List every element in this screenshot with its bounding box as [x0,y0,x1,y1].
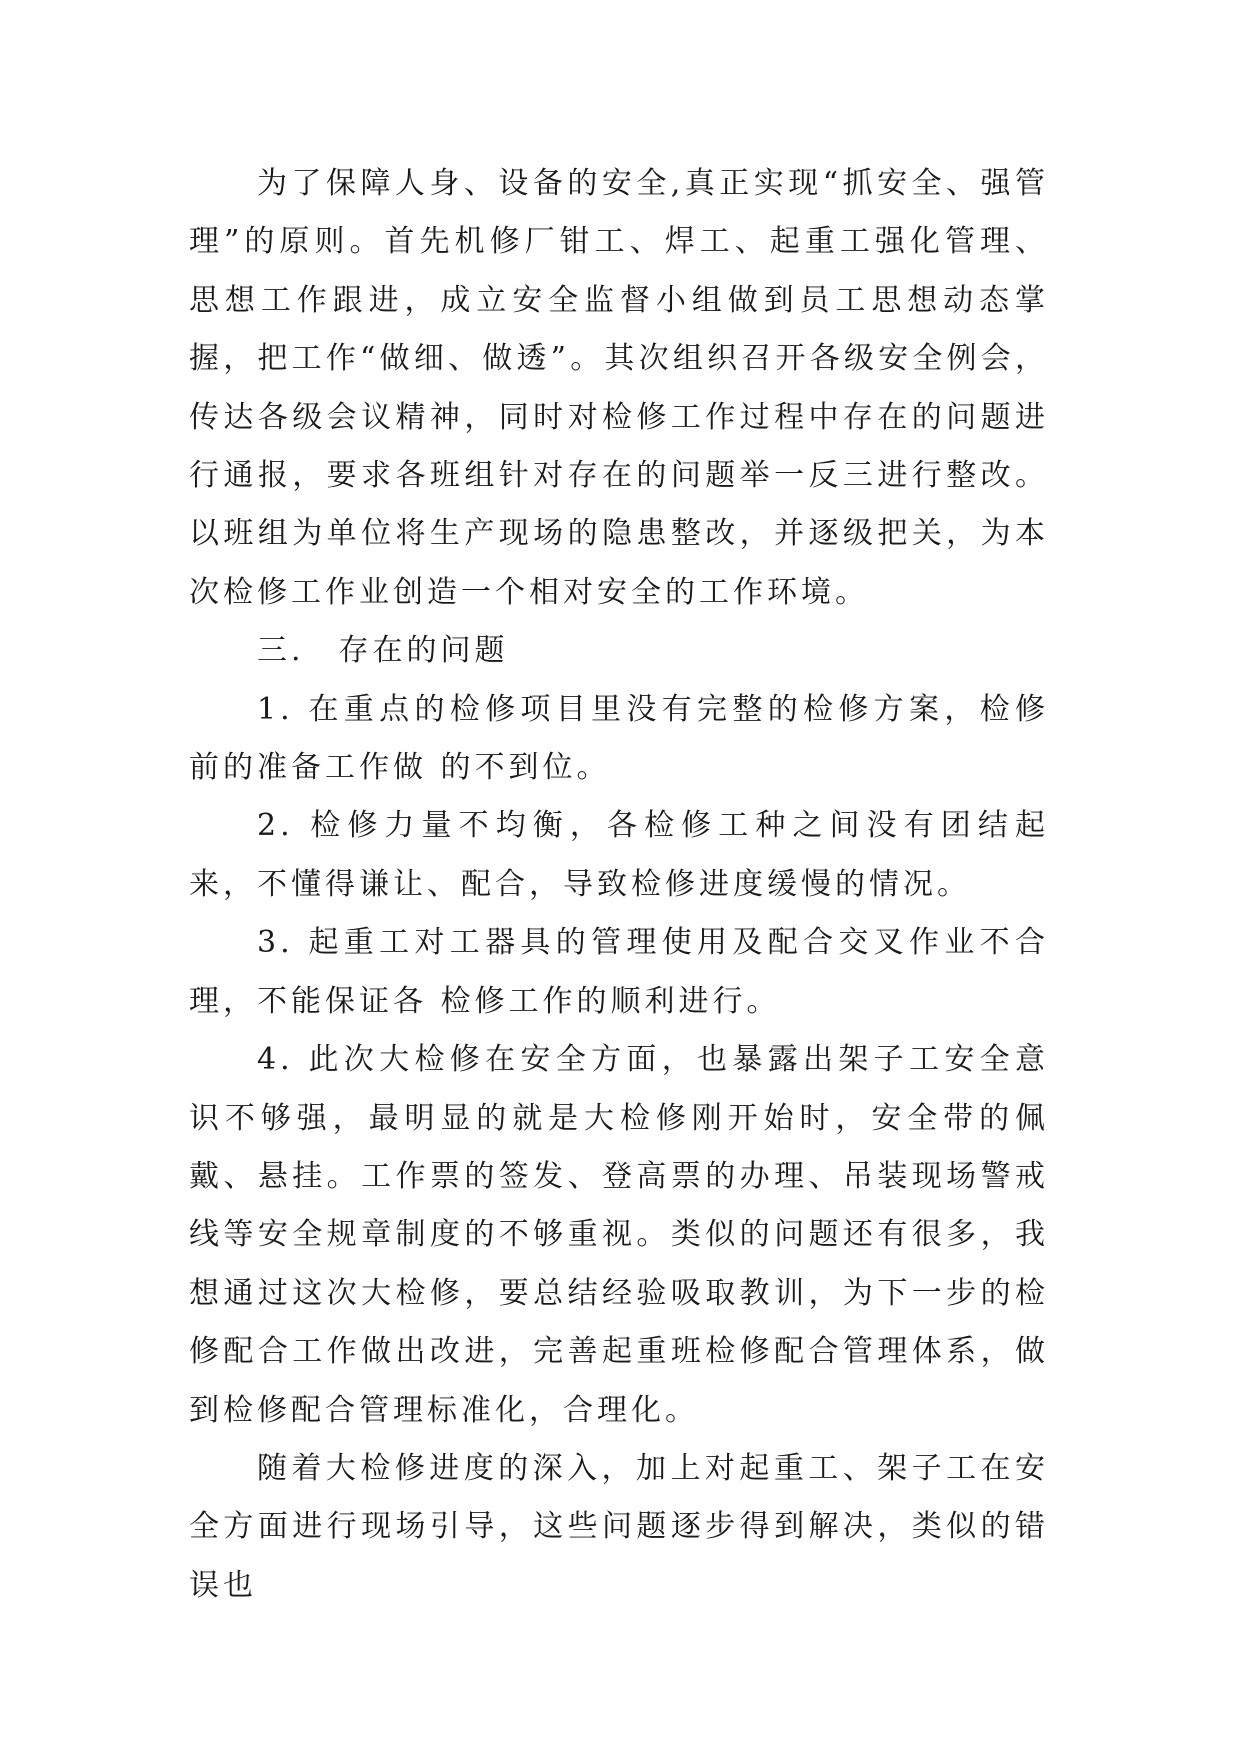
document-body [189,155,1049,1615]
list-item-problem-2: 2. 检修力量不均衡，各检修工种之间没有团结起来，不懂得谦让、配合，导致检修进度缓慢的情况。 [189,808,1049,902]
list-item-problem-3: 3. 起重工对工器具的管理使用及配合交叉作业不合理，不能保证各 检修工作的顺利进行。 [189,925,1049,1019]
paragraph-safety-measures: 为了保障人身、设备的安全,真正实现“抓安全、强管理”的原则。首先机修厂钳工、焊工、起重工强化管理、思想工作跟进，成立安全监督小组做到员工思想动态掌握，把工作“做细、做透”。其次组织召开各级安全例会，传达各级会议精神，同时对检修工作过程中存在的问题进行通报，要求各班组针对存在的问题举一反三进行整改。以班组为单位将生产现场的隐患整改，并逐级把关，为本次检修工作业创造一个相对安全的工作环境。 [189,166,1049,610]
section-heading-problems: 三. 存在的问题 [257,633,509,669]
paragraph-progress: 随着大检修进度的深入，加上对起重工、架子工在安全方面进行现场引导，这些问题逐步得到解决，类似的错误也 [189,1450,1049,1603]
list-item-problem-4: 4. 此次大检修在安全方面，也暴露出架子工安全意识不够强，最明显的就是大检修刚开始时，安全带的佩戴、悬挂。工作票的签发、登高票的办理、吊装现场警戒线等安全规章制度的不够重视。类似的问题还有很多，我想通过这次大检修，要总结经验吸取教训，为下一步的检修配合工作做出改进，完善起重班检修配合管理体系，做到检修配合管理标准化，合理化。 [189,1042,1049,1428]
list-item-problem-1: 1. 在重点的检修项目里没有完整的检修方案，检修前的准备工作做 的不到位。 [189,691,1049,786]
